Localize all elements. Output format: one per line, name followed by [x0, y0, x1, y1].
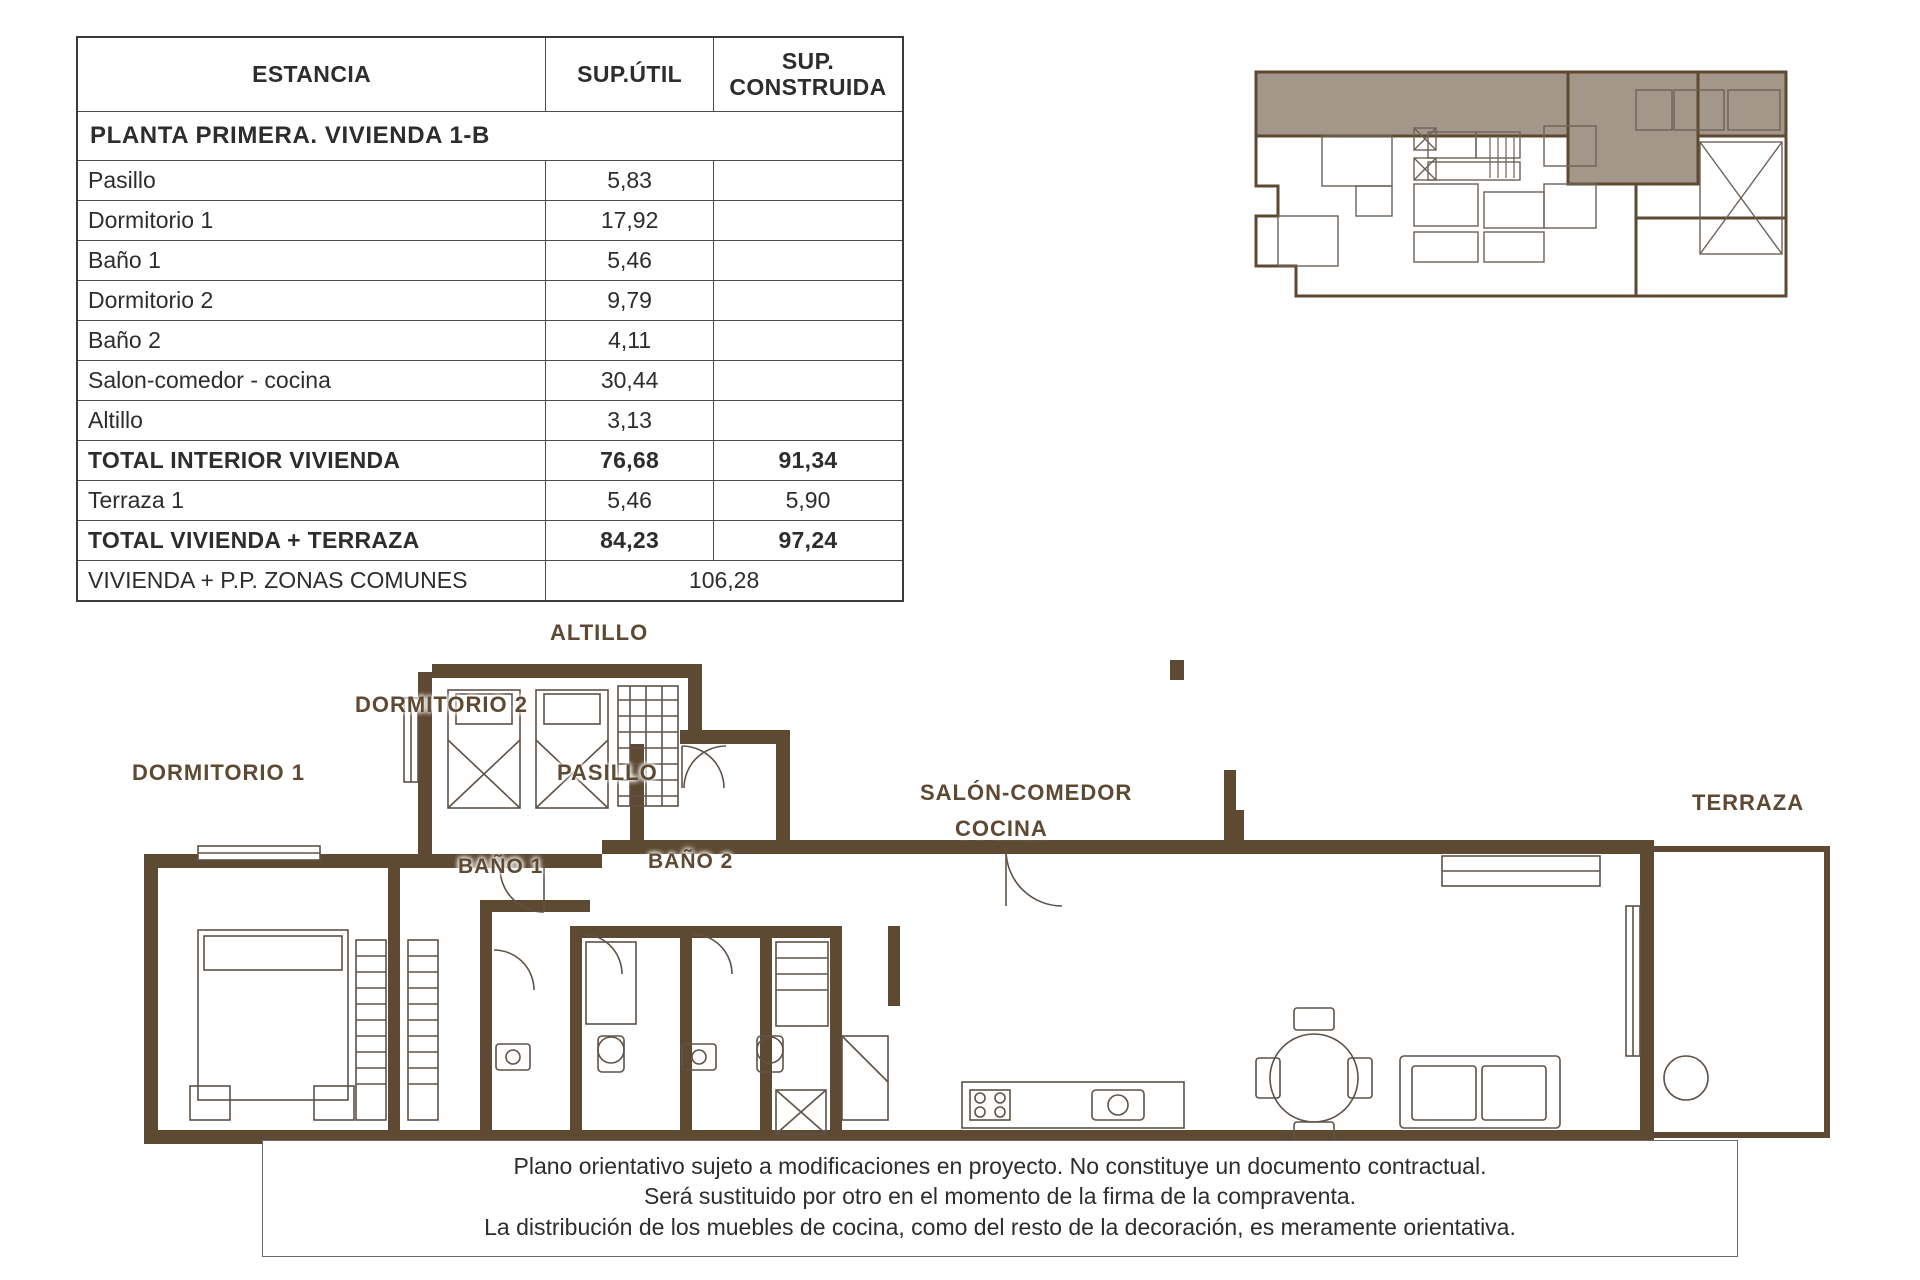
header-sup-util: SUP.ÚTIL [546, 37, 714, 111]
label-salon-comedor: SALÓN-COMEDOR [920, 780, 1133, 805]
key-plan-diagram [1238, 66, 1804, 302]
label-pasillo: PASILLO [557, 760, 658, 785]
table-row [77, 320, 903, 360]
table-row [77, 360, 903, 400]
table-header-row [77, 37, 903, 111]
row-room: Baño 1 [77, 240, 546, 280]
row-room: Pasillo [77, 160, 546, 200]
row-construida: 91,34 [713, 440, 903, 480]
row-construida: 5,90 [713, 480, 903, 520]
label-dormitorio-1: DORMITORIO 1 [132, 760, 305, 785]
row-util: 5,46 [546, 480, 714, 520]
label-bano-1: BAÑO 1 [458, 855, 544, 878]
row-room: VIVIENDA + P.P. ZONAS COMUNES [77, 560, 546, 601]
row-util: 3,13 [546, 400, 714, 440]
label-bano-2: BAÑO 2 [648, 850, 734, 873]
row-construida: 97,24 [713, 520, 903, 560]
label-cocina: COCINA [955, 816, 1048, 841]
row-room: Terraza 1 [77, 480, 546, 520]
table-row-total-interior [77, 440, 903, 480]
row-util: 30,44 [546, 360, 714, 400]
header-estancia: ESTANCIA [77, 37, 546, 111]
row-construida [713, 160, 903, 200]
row-construida [713, 200, 903, 240]
row-room: Dormitorio 1 [77, 200, 546, 240]
label-terraza: TERRAZA [1692, 790, 1805, 815]
disclaimer-box [262, 1140, 1738, 1257]
walls [144, 660, 1830, 1144]
row-construida [713, 280, 903, 320]
table-body [77, 111, 903, 601]
row-construida [713, 360, 903, 400]
disclaimer-line-3: La distribución de los muebles de cocina, como del resto de la decoración, es meramente orientativa. [484, 1213, 1516, 1240]
furniture [190, 686, 1708, 1144]
table-head [77, 37, 903, 111]
row-room: Salon-comedor - cocina [77, 360, 546, 400]
table-row [77, 280, 903, 320]
table-row [77, 200, 903, 240]
label-altillo: ALTILLO [550, 620, 649, 645]
row-util: 4,11 [546, 320, 714, 360]
table-row-zonas-comunes [77, 560, 903, 601]
disclaimer-line-1: Plano orientativo sujeto a modificaciones en proyecto. No constituye un documento contractual. [513, 1153, 1487, 1179]
table-row [77, 160, 903, 200]
row-util: 84,23 [546, 520, 714, 560]
floor-plan-diagram [70, 620, 1860, 1150]
row-room: Dormitorio 2 [77, 280, 546, 320]
section-title: PLANTA PRIMERA. VIVIENDA 1-B [77, 111, 903, 160]
row-util: 17,92 [546, 200, 714, 240]
areas-table [76, 36, 904, 602]
row-util: 5,46 [546, 240, 714, 280]
row-construida [713, 320, 903, 360]
row-room: TOTAL INTERIOR VIVIENDA [77, 440, 546, 480]
row-util: 9,79 [546, 280, 714, 320]
table-row [77, 400, 903, 440]
table-row [77, 480, 903, 520]
label-dormitorio-2: DORMITORIO 2 [355, 692, 528, 717]
header-sup-construida: SUP. CONSTRUIDA [713, 37, 903, 111]
row-construida [713, 400, 903, 440]
row-construida [713, 240, 903, 280]
row-total-value: 106,28 [546, 560, 903, 601]
row-room: Altillo [77, 400, 546, 440]
table-row [77, 240, 903, 280]
row-util: 5,83 [546, 160, 714, 200]
table-row-total-terraza [77, 520, 903, 560]
disclaimer-line-2: Será sustituido por otro en el momento de la firma de la compraventa. [643, 1183, 1357, 1210]
row-room: Baño 2 [77, 320, 546, 360]
row-room: TOTAL VIVIENDA + TERRAZA [77, 520, 546, 560]
table-section-row [77, 111, 903, 160]
row-util: 76,68 [546, 440, 714, 480]
